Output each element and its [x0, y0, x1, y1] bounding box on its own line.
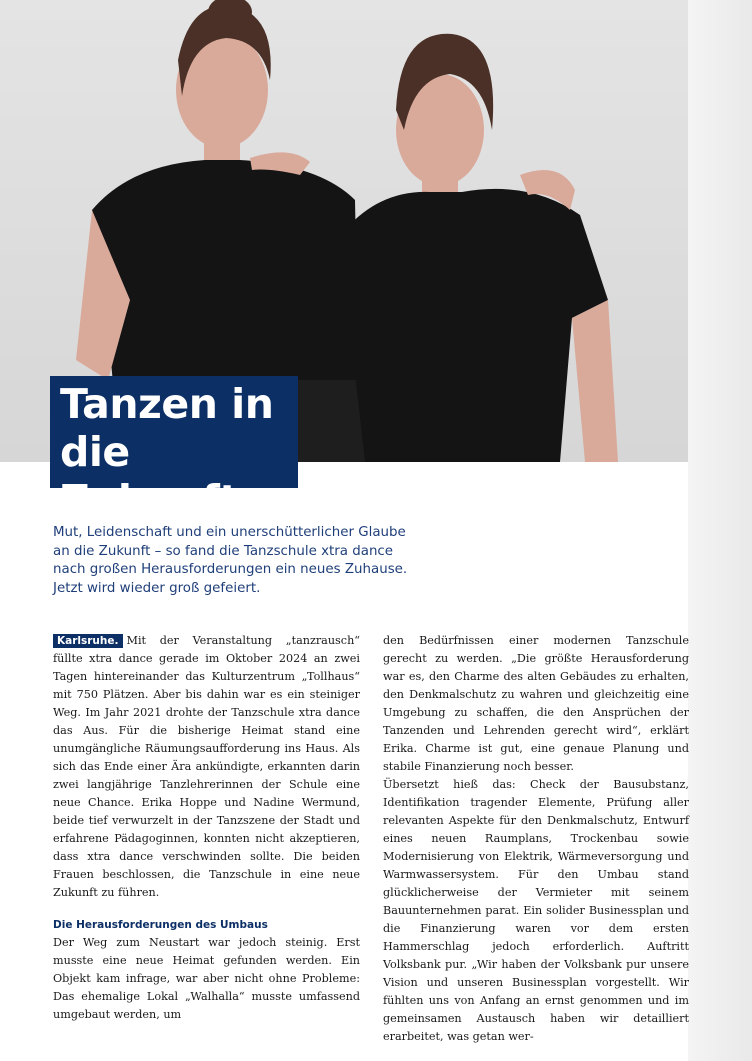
- dateline-badge: Karlsruhe.: [53, 634, 123, 648]
- title-line-1: Tanzen in: [60, 380, 274, 428]
- lead-paragraph: Mut, Leidenschaft und ein unerschütterlicher Glaube an die Zukunft – so fand die Tanzschule xtra dance nach großen Herausforderungen ein neues Zuhause. Jetzt wird wieder groß gefeiert.: [53, 525, 408, 596]
- page-edge: [688, 0, 752, 1061]
- article-paragraph: Der Weg zum Neustart war jedoch steinig. Erst musste eine neue Heimat gefunden werden. Ein Objekt kam infrage, war aber nicht ohne Probleme: Das ehemalige Lokal „Walhalla“ musste umfassend umgebaut werden, um: [53, 936, 360, 1021]
- article-paragraph: den Bedürfnissen einer modernen Tanzschule gerecht zu werden. „Die größte Herausforderung war es, den Charme des alten Gebäudes zu erhalten, den Denkmalschutz zu wahren und gleichzeitig eine Umgebung zu schaffen, die den Ansprüchen der Tanzenden und Lehrenden gerecht wird“, erklärt Erika. Charme ist gut, eine genaue Planung und stabile Finanzierung noch besser.: [383, 634, 689, 773]
- section-subhead: Die Herausforderungen des Umbaus: [53, 919, 268, 931]
- title-box: [50, 376, 298, 524]
- article-column-left: [53, 632, 360, 1024]
- page-title: [60, 380, 298, 524]
- title-line-2: die Zukunft: [60, 428, 239, 524]
- article-column-right: [383, 632, 689, 1046]
- woman-right: [345, 34, 618, 462]
- article-paragraph: Übersetzt hieß das: Check der Bausubstanz, Identifikation tragender Elemente, Prüfung aller relevanten Aspekte für den Denkmalschutz, Entwurf eines neuen Raumplans, Trockenbau sowie Modernisierung von Elektrik, Wärmeversorgung und Warmwassersystem. Für den Umbau stand glücklicherweise der Vermieter mit seinem Bauunternehmen parat. Ein solider Businessplan und die Finanzierung waren vor dem ersten Hammerschlag jedoch erforderlich. Auftritt Volksbank pur. „Wir haben der Volksbank pur unsere Vision und unseren Businessplan vorgestellt. Wir fühlten uns von Anfang an ernst genommen und im gemeinsamen Austausch haben wir detailliert erarbeitet, was getan wer-: [383, 778, 689, 1043]
- article-paragraph: [53, 632, 360, 902]
- paragraph-text: Mit der Veranstaltung „tanzrausch“ füllte xtra dance gerade im Oktober 2024 an zwei Tagen hintereinander das Kulturzentrum „Tollhaus“ mit 750 Plätzen. Aber bis dahin war es ein steiniger Weg. Im Jahr 2021 drohte der Tanzschule xtra dance das Aus. Für die bisherige Heimat stand eine unumgängliche Räumungsaufforderung ins Haus. Als sich das Ende einer Ära ankündigte, erkannten darin zwei langjährige Tanzlehrerinnen der Schule eine neue Chance. Erika Hoppe und Nadine Wermund, beide tief verwurzelt in der Tanzszene der Stadt und erfahrene Pädagoginnen, konnten nicht akzeptieren, dass xtra dance verschwinden sollte. Die beiden Frauen beschlossen, die Tanzschule in eine neue Zukunft zu führen.: [53, 634, 360, 899]
